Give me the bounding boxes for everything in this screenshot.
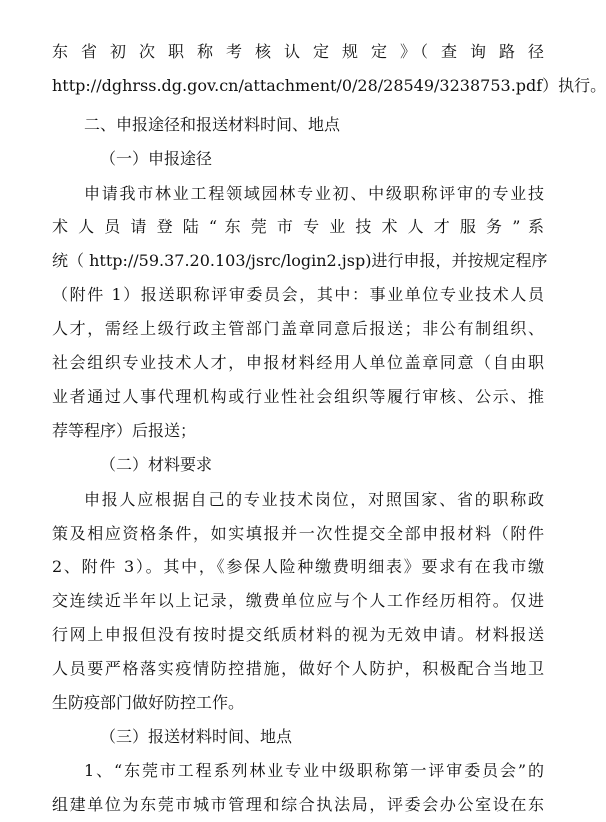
text-line-10: 社会组织专业技术人才，申报材料经用人单位盖章同意（自由职 <box>52 353 544 372</box>
text-line-8: （附件 1）报送职称评审委员会，其中：事业单位专业技术人员 <box>52 285 544 304</box>
subsection-heading-1: （一）申报途径 <box>100 149 213 168</box>
text-line-17: 交连续近半年以上记录，缴费单位应与个人工作经历相符。仅进 <box>52 591 544 610</box>
text-line-20: 生防疫部门做好防控工作。 <box>52 693 245 712</box>
text-line-18: 行网上申报但没有按时提交纸质材料的视为无效申请。材料报送 <box>52 625 544 644</box>
text-line-11: 业者通过人事代理机构或行业性社会组织等履行审核、公示、推 <box>52 387 544 406</box>
text-line-1: 东 省 初 次 职 称 考 核 认 定 规 定 》（ 查 询 路 径 <box>52 42 544 61</box>
subsection-heading-2: （二）材料要求 <box>100 455 213 474</box>
text-line-6: 术 人 员 请 登 陆 “ 东 莞 市 专 业 技 术 人 才 服 务 ” 系 <box>52 217 544 236</box>
text-line-22: 1、“东莞市工程系列林业专业中级职称第一评审委员会”的 <box>84 761 544 780</box>
text-line-19: 人员要严格落实疫情防控措施，做好个人防护，积极配合当地卫 <box>52 659 544 678</box>
text-line-5: 申请我市林业工程领域园林专业初、中级职称评审的专业技 <box>84 184 544 203</box>
text-line-9: 人才，需经上级行政主管部门盖章同意后报送；非公有制组织、 <box>52 319 544 338</box>
section-heading-2: 二、申报途径和报送材料时间、地点 <box>84 115 341 134</box>
text-line-15: 策及相应资格条件，如实填报并一次性提交全部申报材料（附件 <box>52 524 544 543</box>
subsection-heading-3: （三）报送材料时间、地点 <box>100 727 293 746</box>
text-line-23: 组建单位为东莞市城市管理和综合执法局，评委会办公室设在东 <box>52 795 544 814</box>
text-line-12: 荐等程序）后报送； <box>52 421 197 440</box>
text-line-2: http://dghrss.dg.gov.cn/attachment/0/28/28549/3238753.pdf）执行。 <box>52 76 606 95</box>
text-line-16: 2、附件 3）。其中，《参保人险种缴费明细表》要求有在我市缴 <box>52 557 544 576</box>
text-line-14: 申报人应根据自己的专业技术岗位，对照国家、省的职称政 <box>84 490 544 509</box>
text-line-7: 统（ http://59.37.20.103/jsrc/login2.jsp)进行申报，并按规定程序 <box>52 251 548 270</box>
